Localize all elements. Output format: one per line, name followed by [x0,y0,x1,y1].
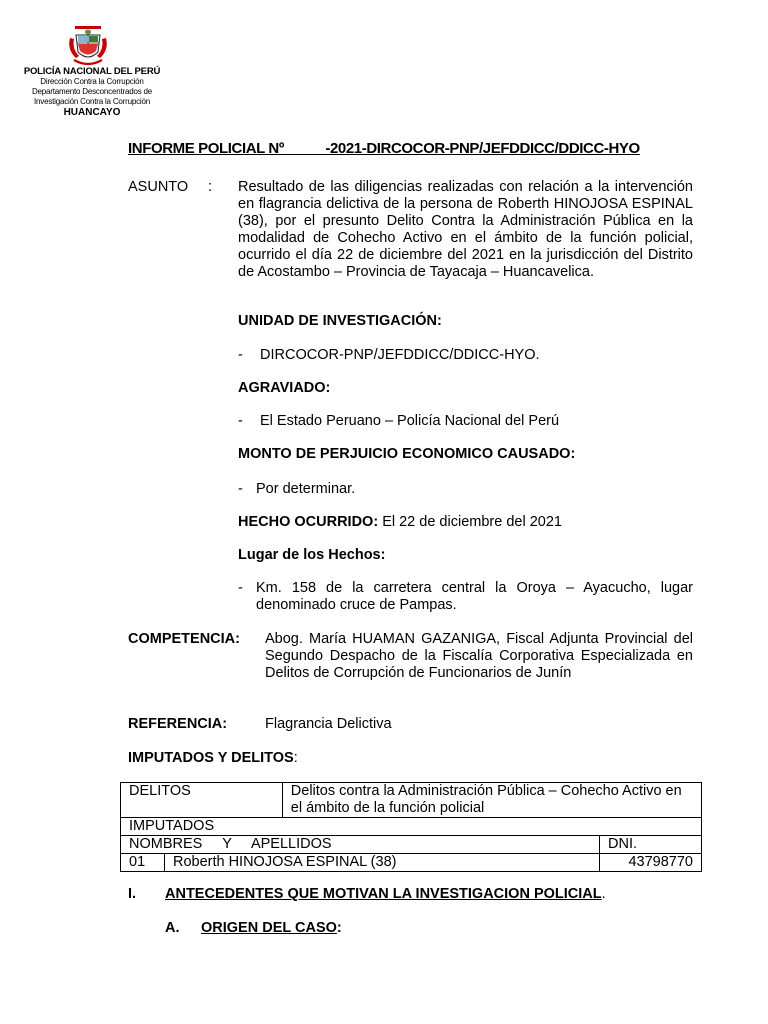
section-a-tail: : [336,920,342,936]
header-line-2: Dirección Contra la Corrupción [40,77,144,86]
monto-dash: - [238,481,243,497]
unidad-item: DIRCOCOR-PNP/JEFDDICC/DDICC-HYO. [260,347,540,363]
header-line-1: POLICÍA NACIONAL DEL PERÚ [23,66,161,77]
lugar-item: Km. 158 de la carretera central la Oroya – Ayacucho, lugar denominado cruce de Pampas. [256,580,693,613]
table-row [121,854,702,872]
unidad-heading: UNIDAD DE INVESTIGACIÓN: [238,313,442,329]
section-1-heading [165,886,606,903]
header-line-5: HUANCAYO [63,107,121,118]
unidad-dash: - [238,347,243,363]
row-number-cell: 01 [121,854,165,872]
row-name-cell: Roberth HINOJOSA ESPINAL (38) [164,854,599,872]
referencia-label: REFERENCIA: [128,716,228,732]
delitos-label-cell: DELITOS [121,783,283,818]
monto-heading: MONTO DE PERJUICIO ECONOMICO CAUSADO: [238,446,576,462]
referencia-text: Flagrancia Delictiva [265,716,392,732]
section-a-heading [201,920,342,937]
competencia-text: Abog. María HUAMAN GAZANIGA, Fiscal Adjunta Provincial del Segundo Despacho de la Fiscalía Corporativa Especializada en Delitos de Corrupción de Funcionarios de Junín [265,631,693,681]
imputados-table [120,782,702,872]
table-row [121,818,702,836]
agraviado-dash: - [238,413,243,429]
agraviado-item: El Estado Peruano – Policía Nacional del Perú [260,413,560,429]
table-row [121,783,702,818]
section-1-title: ANTECEDENTES QUE MOTIVAN LA INVESTIGACION POLICIAL [165,886,602,902]
asunto-text: Resultado de las diligencias realizadas con relación a la intervención en flagrancia delictiva de la persona de Roberth HINOJOSA ESPINAL (38), por el presunto Delito Contra la Administración Pública en la modalidad de Cohecho Activo en el ámbito de la función policial, ocurrido el día 22 de diciembre del 2021 en la jurisdicción del Distrito de Acostambo – Provincia de Tayacaja – Huancavelica. [238,179,693,280]
table-row [121,836,702,854]
imputados-heading-line [128,750,298,767]
imputados-label-cell: IMPUTADOS [121,818,702,836]
competencia-label: COMPETENCIA: [128,631,240,647]
imputados-colon: : [293,750,298,766]
report-title: INFORME POLICIAL Nº -2021-DIRCOCOR-PNP/JEFDDICC/DDICC-HYO [128,140,640,157]
peru-police-crest-icon [66,26,110,68]
nombres-header-cell: NOMBRES Y APELLIDOS [121,836,600,854]
hecho-heading: HECHO OCURRIDO: [238,514,379,530]
header-line-4: Investigación Contra la Corrupción [34,97,150,106]
lugar-dash: - [238,580,243,596]
asunto-colon: : [208,179,213,195]
hecho-line [238,514,562,531]
section-1-tail: . [601,886,606,902]
delitos-text-cell: Delitos contra la Administración Pública – Cohecho Activo en el ámbito de la función policial [282,783,701,818]
section-a-number: A. [165,920,180,936]
header-line-3: Departamento Desconcentrados de [31,87,153,96]
monto-item: Por determinar. [256,481,356,497]
hecho-value: El 22 de diciembre del 2021 [378,514,562,530]
asunto-label: ASUNTO [128,179,189,195]
lugar-heading: Lugar de los Hechos: [238,547,386,563]
dni-header-cell: DNI. [600,836,702,854]
institution-header [12,67,172,118]
section-a-title: ORIGEN DEL CASO [201,920,337,936]
imputados-heading: IMPUTADOS Y DELITOS [128,750,294,766]
row-dni-cell: 43798770 [600,854,702,872]
agraviado-heading: AGRAVIADO: [238,380,331,396]
section-1-number: I. [128,886,137,902]
